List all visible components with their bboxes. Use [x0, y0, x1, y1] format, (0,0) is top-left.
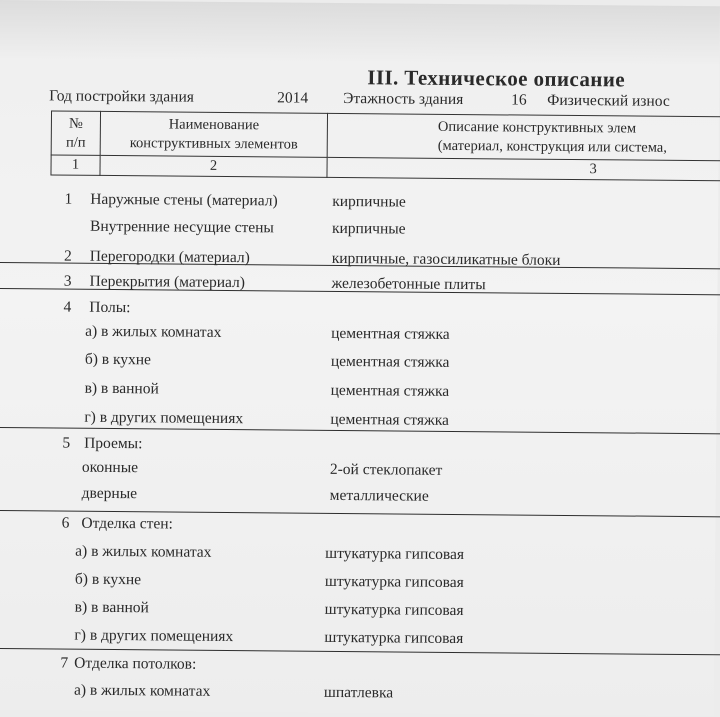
- row-number: 4: [49, 298, 71, 316]
- floors-value: 16: [511, 91, 527, 109]
- header-desc-cell: [327, 113, 720, 161]
- header-num-cell: [51, 111, 100, 155]
- wear-label: Физический износ: [547, 92, 670, 111]
- year-label: Год постройки здания: [49, 87, 194, 106]
- row-element-name: а) в жилых комнатах: [85, 323, 221, 342]
- table-body: [0, 0, 720, 6]
- row-element-name: Отделка стен:: [81, 515, 173, 534]
- table-header: [50, 110, 720, 181]
- row-description: цементная стяжка: [331, 353, 450, 372]
- row-description: кирпичные: [332, 220, 406, 239]
- year-value: 2014: [277, 89, 308, 107]
- row-element-name: а) в жилых комнатах: [75, 543, 211, 562]
- row-number: 3: [49, 272, 71, 290]
- header-name-cell: [100, 111, 327, 157]
- row-description: металлические: [330, 487, 429, 506]
- row-number: 2: [50, 247, 72, 265]
- row-element-name: б) в кухне: [85, 351, 151, 370]
- row-element-name: в) в ванной: [85, 380, 159, 399]
- row-description: штукатурка гипсовая: [325, 545, 464, 564]
- row-description: штукатурка гипсовая: [325, 601, 464, 620]
- row-number: 1: [50, 190, 72, 208]
- row-description: кирпичные, газосиликатные блоки: [332, 250, 561, 270]
- row-description: шпатлевка: [324, 684, 393, 703]
- row-element-name: Наружные стены (материал): [90, 191, 278, 211]
- row-element-name: Перегородки (материал): [90, 248, 250, 267]
- header-desc-top: Описание конструктивных элем: [438, 117, 720, 139]
- row-number: 6: [47, 514, 69, 532]
- row-element-name: г) в других помещениях: [84, 409, 243, 428]
- row-element-name: в) в ванной: [75, 599, 149, 618]
- row-element-name: Отделка потолков:: [74, 655, 196, 674]
- header-col1: 1: [51, 155, 100, 175]
- row-element-name: дверные: [82, 485, 137, 503]
- row-element-name: б) в кухне: [75, 571, 141, 590]
- header-num-top: №: [56, 114, 96, 133]
- row-description: цементная стяжка: [331, 382, 450, 401]
- header-num-bottom: п/п: [56, 133, 96, 152]
- row-element-name: г) в других помещениях: [74, 627, 233, 646]
- row-element-name: а) в жилых комнатах: [74, 682, 210, 701]
- header-col2: 2: [100, 155, 327, 177]
- row-number: 5: [48, 434, 70, 452]
- section-title: III. Техническое описание: [367, 65, 625, 92]
- header-name-bottom: конструктивных элементов: [105, 133, 323, 154]
- row-element-name: Полы:: [89, 299, 130, 317]
- row-description: цементная стяжка: [330, 411, 449, 430]
- header-col3: 3: [327, 157, 720, 181]
- row-element-name: Перекрытия (материал): [89, 273, 245, 292]
- row-description: 2-ой стеклопакет: [330, 461, 443, 480]
- header-desc-bottom: (материал, конструкция или система,: [438, 136, 720, 158]
- row-description: цементная стяжка: [331, 325, 450, 344]
- row-element-name: оконные: [82, 459, 138, 477]
- row-description: штукатурка гипсовая: [325, 573, 464, 592]
- row-number: 7: [46, 654, 68, 672]
- row-element-name: Проемы:: [84, 435, 142, 454]
- row-description: кирпичные: [332, 193, 406, 212]
- row-description: штукатурка гипсовая: [324, 629, 463, 648]
- header-name-top: Наименование: [105, 114, 323, 135]
- floors-label: Этажность здания: [343, 90, 463, 109]
- row-description: железобетонные плиты: [331, 275, 485, 294]
- row-element-name: Внутренние несущие стены: [90, 218, 274, 238]
